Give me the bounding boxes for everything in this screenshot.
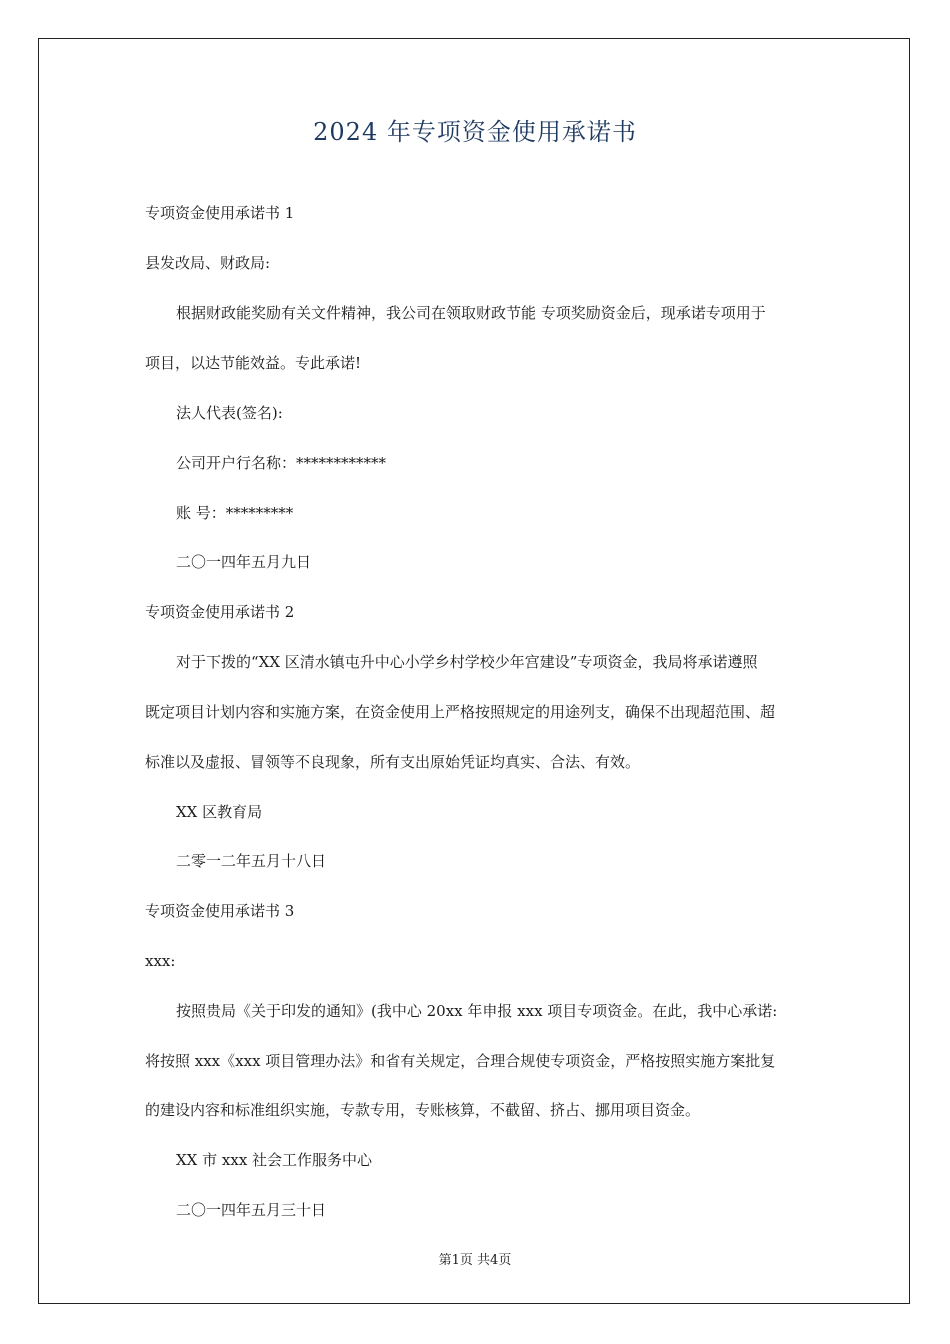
paragraph-1-line-2: 项目，以达节能效益。专此承诺! [145,354,362,372]
paragraph-2-line-3: 标准以及虚报、冒领等不良现象，所有支出原始凭证均真实、合法、有效。 [145,753,641,771]
issuer-2: XX 区教育局 [176,803,263,821]
paragraph-3-line-2: 将按照 xxx《xxx 项目管理办法》和省有关规定，合理合规使专项资金，严格按照实施方案批复 [145,1052,776,1070]
bank-name-line: 公司开户行名称：************ [176,454,387,472]
date-3: 二〇一四年五月三十日 [176,1201,327,1219]
date-1: 二〇一四年五月九日 [176,553,312,571]
account-line: 账 号：********* [176,504,294,522]
document-title: 2024 年专项资金使用承诺书 [313,118,637,146]
section-heading-2: 专项资金使用承诺书 2 [145,603,295,621]
paragraph-3-line-1: 按照贵局《关于印发的通知》(我中心 20xx 年申报 xxx 项目专项资金。在此，我中心承诺: [176,1002,778,1020]
paragraph-3-line-3: 的建设内容和标准组织实施，专款专用，专账核算，不截留、挤占、挪用项目资金。 [145,1101,701,1119]
paragraph-2-line-2: 既定项目计划内容和实施方案，在资金使用上严格按照规定的用途列支，确保不出现超范围、超 [145,703,776,721]
addressee-3: xxx: [145,952,176,970]
section-heading-3: 专项资金使用承诺书 3 [145,902,295,920]
addressee-1: 县发改局、财政局: [145,254,271,272]
paragraph-2-line-1: 对于下拨的“XX 区清水镇屯升中心小学乡村学校少年宫建设”专项资金，我局将承诺遵照 [176,653,758,671]
page-footer: 第1页 共4页 [438,1253,512,1268]
signature-line: 法人代表(签名): [176,404,283,422]
section-heading-1: 专项资金使用承诺书 1 [145,204,295,222]
issuer-3: XX 市 xxx 社会工作服务中心 [176,1151,373,1169]
date-2: 二零一二年五月十八日 [176,852,327,870]
paragraph-1-line-1: 根据财政能奖励有关文件精神，我公司在领取财政节能 专项奖励资金后，现承诺专项用于 [176,304,766,322]
